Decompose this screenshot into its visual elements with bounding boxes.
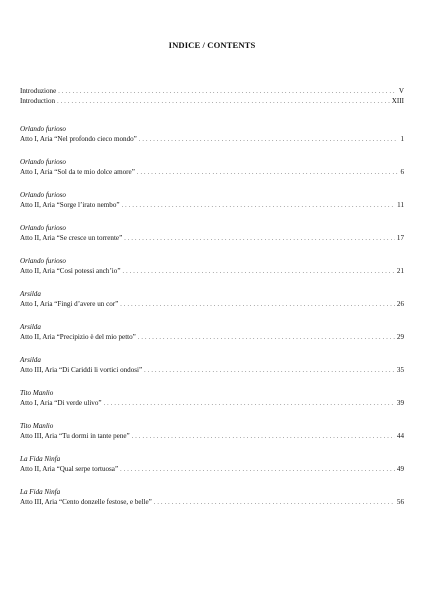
toc-label: Atto I, Aria “Di verde ulivo”	[20, 399, 102, 407]
toc-entry	[20, 223, 404, 243]
toc-page-number: 6	[400, 168, 404, 176]
toc-work-title: Orlando furioso	[20, 257, 66, 265]
toc-page-number: 35	[396, 366, 404, 374]
dot-leader	[138, 333, 395, 343]
toc-work-title: La Fida Ninfa	[20, 455, 61, 463]
toc-page-number: 29	[396, 333, 404, 341]
dot-leader	[139, 135, 399, 145]
toc-entry	[20, 124, 404, 144]
toc-page-number: 11	[397, 201, 404, 209]
toc-entry	[20, 322, 404, 342]
toc-label: Atto I, Aria “Nel profondo cieco mondo”	[20, 135, 137, 143]
toc-label: Atto I, Aria “Fingi d’avere un cor”	[20, 300, 119, 308]
toc-row[interactable]	[20, 332, 404, 342]
toc-page-number: 44	[396, 432, 404, 440]
dot-leader	[154, 498, 395, 508]
dot-leader	[137, 168, 399, 178]
dot-leader	[57, 97, 390, 107]
toc-label: Atto III, Aria “Di Cariddi li vortici ondosi”	[20, 366, 143, 374]
toc-work-title: Arsilda	[20, 323, 41, 331]
toc-row[interactable]	[20, 299, 404, 309]
toc-row[interactable]	[20, 134, 404, 144]
toc-row[interactable]	[20, 398, 404, 408]
toc-label: Atto II, Aria “Sorge l’irato nembo”	[20, 201, 120, 209]
toc-work-title: Arsilda	[20, 356, 41, 364]
toc-entry	[20, 157, 404, 177]
toc-page-number: 49	[396, 465, 404, 473]
toc-label: Introduzione	[20, 87, 57, 95]
toc-label: Atto II, Aria “Qual serpe tortuosa”	[20, 465, 119, 473]
toc-label: Atto III, Aria “Tu dormi in tante pene”	[20, 432, 130, 440]
dot-leader	[144, 366, 395, 376]
toc-row[interactable]	[20, 497, 404, 507]
toc-entry	[20, 454, 404, 474]
toc-row[interactable]	[20, 233, 404, 243]
toc-page-number: 21	[396, 267, 404, 275]
toc-work-title: Orlando furioso	[20, 191, 66, 199]
toc-row[interactable]	[20, 464, 404, 474]
toc-entry	[20, 487, 404, 507]
toc-entry	[20, 355, 404, 375]
dot-leader	[132, 432, 395, 442]
toc-work-title: La Fida Ninfa	[20, 488, 61, 496]
toc-row-introduction[interactable]	[20, 96, 404, 106]
intro-group	[20, 86, 404, 106]
toc-page-number: 17	[396, 234, 404, 242]
toc-entries	[20, 124, 404, 507]
toc-label: Atto II, Aria “Precipizio è del mio petto”	[20, 333, 136, 341]
toc-entry	[20, 388, 404, 408]
toc-row[interactable]	[20, 200, 404, 210]
toc-label: Introduction	[20, 97, 56, 105]
toc-entry	[20, 190, 404, 210]
toc-label: Atto I, Aria “Sol da te mio dolce amore”	[20, 168, 135, 176]
toc-entry	[20, 421, 404, 441]
toc-entry	[20, 256, 404, 276]
dot-leader	[104, 399, 395, 409]
toc-work-title: Orlando furioso	[20, 224, 66, 232]
toc-row[interactable]	[20, 266, 404, 276]
toc-page-number: 26	[396, 300, 404, 308]
toc-label: Atto III, Aria “Cento donzelle festose, e belle”	[20, 498, 152, 506]
toc-page-number: 1	[400, 135, 404, 143]
toc-row[interactable]	[20, 431, 404, 441]
toc-row[interactable]	[20, 167, 404, 177]
toc-label: Atto II, Aria “Se cresce un torrente”	[20, 234, 123, 242]
toc-work-title: Orlando furioso	[20, 125, 66, 133]
toc-work-title: Arsilda	[20, 290, 41, 298]
toc-entry	[20, 289, 404, 309]
dot-leader	[122, 201, 396, 211]
toc-row[interactable]	[20, 365, 404, 375]
toc-page-number: XIII	[391, 97, 404, 105]
dot-leader	[120, 465, 395, 475]
toc-page-number: 56	[396, 498, 404, 506]
toc-work-title: Tito Manlio	[20, 422, 54, 430]
toc-page-number: 39	[396, 399, 404, 407]
table-of-contents	[20, 86, 404, 520]
toc-work-title: Tito Manlio	[20, 389, 54, 397]
dot-leader	[122, 267, 394, 277]
page-title: INDICE / CONTENTS	[168, 40, 256, 50]
dot-leader	[120, 300, 395, 310]
toc-row-introduzione[interactable]	[20, 86, 404, 96]
toc-work-title: Orlando furioso	[20, 158, 66, 166]
dot-leader	[124, 234, 395, 244]
toc-label: Atto II, Aria “Così potessi anch’io”	[20, 267, 121, 275]
toc-page-number: V	[398, 87, 404, 95]
dot-leader	[58, 87, 397, 97]
